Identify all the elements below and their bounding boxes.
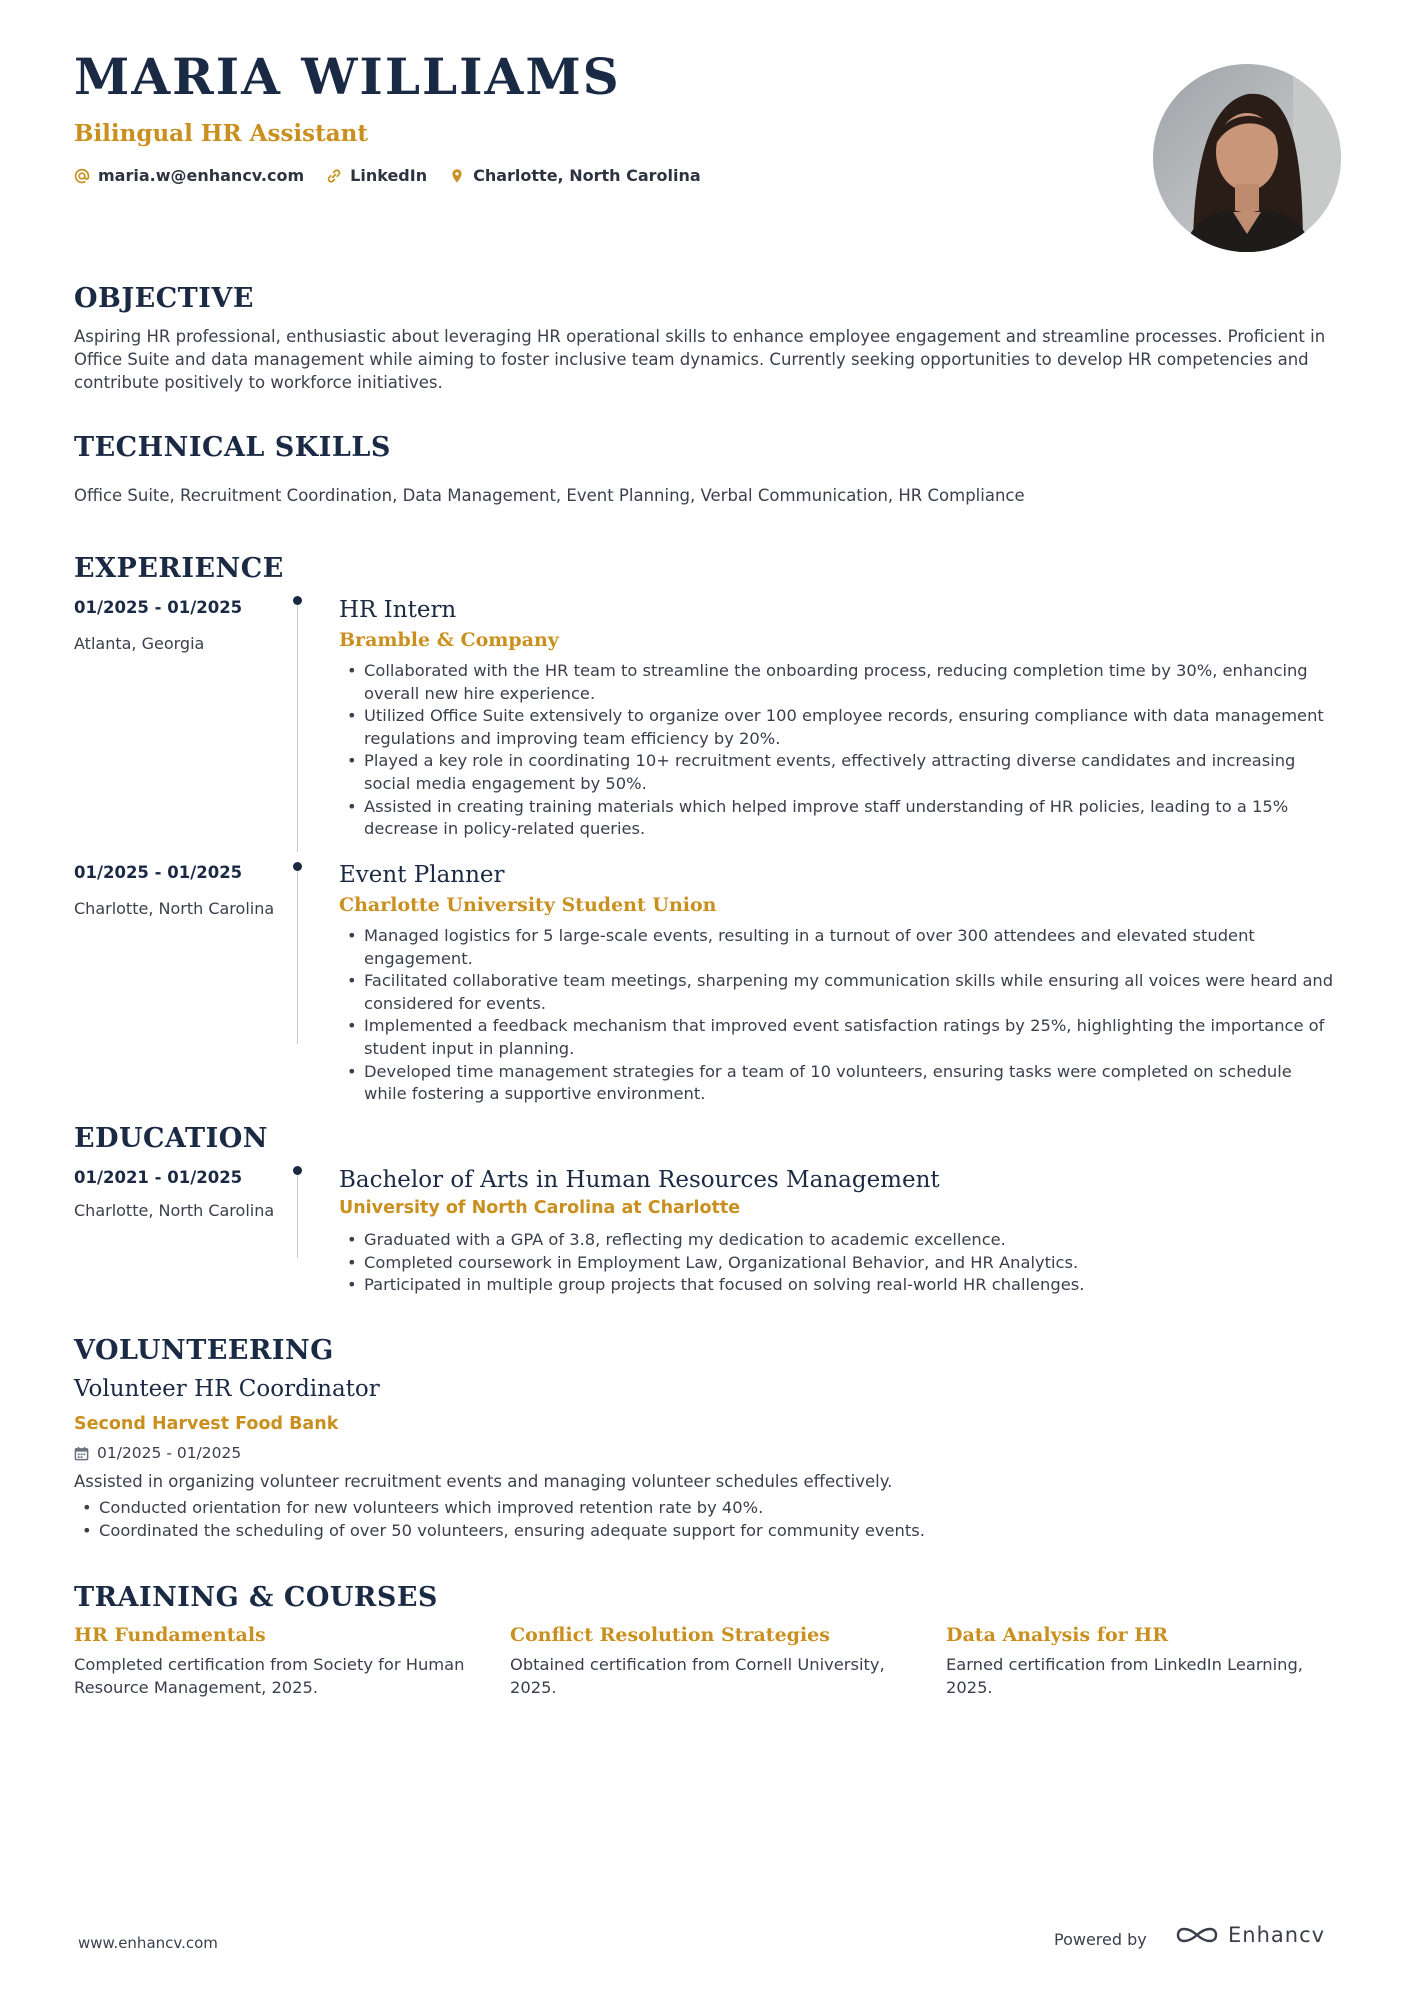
- training-heading: TRAINING & COURSES: [74, 1582, 438, 1613]
- skills-text: Office Suite, Recruitment Coordination, Data Management, Event Planning, Verbal Communication, HR Compliance: [74, 486, 1025, 505]
- list-item: • Coordinated the scheduling of over 50 volunteers, ensuring adequate support for community events.: [74, 1520, 1074, 1543]
- course-1: [74, 1624, 474, 1699]
- education-dates: 01/2021 - 01/2025: [74, 1168, 243, 1187]
- contact-linkedin[interactable]: [326, 166, 427, 185]
- location-pin-icon: [449, 168, 465, 184]
- course-1-title: HR Fundamentals: [74, 1624, 266, 1646]
- list-item: • Developed time management strategies for a team of 10 volunteers, ensuring tasks were completed on schedule while fostering a supportive environment.: [339, 1061, 1339, 1106]
- volunteering-description: Assisted in organizing volunteer recruitment events and managing volunteer schedules effectively.: [74, 1472, 893, 1491]
- course-2-title: Conflict Resolution Strategies: [510, 1624, 830, 1646]
- profile-photo: [1153, 64, 1341, 252]
- contact-email[interactable]: [74, 166, 304, 185]
- objective-heading: OBJECTIVE: [74, 283, 254, 314]
- footer-url[interactable]: www.enhancv.com: [78, 1934, 218, 1952]
- brand-name: Enhancv: [1228, 1923, 1326, 1947]
- experience-2-bullets: [339, 925, 1339, 1106]
- education-degree: Bachelor of Arts in Human Resources Management: [339, 1167, 940, 1193]
- list-item: • Collaborated with the HR team to streamline the onboarding process, reducing completion time by 30%, enhancing overall new hire experience.: [339, 660, 1339, 705]
- list-item: • Implemented a feedback mechanism that improved event satisfaction ratings by 25%, highlighting the importance of student input in planning.: [339, 1015, 1339, 1060]
- calendar-icon: [74, 1446, 89, 1461]
- contact-bar: [74, 166, 701, 185]
- contact-location-text: Charlotte, North Carolina: [473, 166, 701, 185]
- list-item: • Completed coursework in Employment Law, Organizational Behavior, and HR Analytics.: [339, 1252, 1339, 1275]
- experience-2-location: Charlotte, North Carolina: [74, 899, 275, 918]
- list-item: • Facilitated collaborative team meetings, sharpening my communication skills while ensuring all voices were heard and considered for events.: [339, 970, 1339, 1015]
- brand-logo[interactable]: [1174, 1923, 1325, 1947]
- list-item: • Graduated with a GPA of 3.8, reflecting my dedication to academic excellence.: [339, 1229, 1339, 1252]
- objective-text: Aspiring HR professional, enthusiastic about leveraging HR operational skills to enhance employee engagement and streamline processes. Proficient in Office Suite and data management while aiming to foster inclusive team dynamics. Currently seeking opportunities to develop HR competencies and contribute positively to workforce initiatives.: [74, 327, 1326, 392]
- course-3-title: Data Analysis for HR: [946, 1624, 1169, 1646]
- education-school: University of North Carolina at Charlotte: [339, 1198, 741, 1218]
- education-bullets: [339, 1229, 1339, 1297]
- course-2-desc: Obtained certification from Cornell University, 2025.: [510, 1655, 885, 1697]
- list-item: • Managed logistics for 5 large-scale events, resulting in a turnout of over 300 attendees and elevated student engagement.: [339, 925, 1339, 970]
- course-3: [946, 1624, 1346, 1699]
- experience-timeline-1: [297, 600, 298, 852]
- experience-1-role: HR Intern: [339, 597, 457, 623]
- course-3-desc: Earned certification from LinkedIn Learning, 2025.: [946, 1655, 1303, 1697]
- contact-location: [449, 166, 701, 185]
- volunteering-heading: VOLUNTEERING: [74, 1335, 334, 1366]
- candidate-role: Bilingual HR Assistant: [74, 120, 368, 147]
- volunteering-bullets: [74, 1497, 1074, 1542]
- experience-1-org: Bramble & Company: [339, 629, 559, 651]
- education-location: Charlotte, North Carolina: [74, 1201, 275, 1220]
- experience-2-role: Event Planner: [339, 862, 505, 888]
- powered-by-label: Powered by: [1054, 1930, 1147, 1949]
- volunteering-org: Second Harvest Food Bank: [74, 1414, 339, 1434]
- list-item: • Conducted orientation for new volunteers which improved retention rate by 40%.: [74, 1497, 1074, 1520]
- infinity-logo-icon: [1174, 1923, 1220, 1947]
- education-timeline: [297, 1170, 298, 1258]
- volunteering-dates: 01/2025 - 01/2025: [97, 1444, 242, 1462]
- contact-linkedin-text: LinkedIn: [350, 166, 428, 185]
- experience-1-bullets: [339, 660, 1339, 841]
- volunteering-role: Volunteer HR Coordinator: [74, 1376, 380, 1402]
- education-heading: EDUCATION: [74, 1123, 268, 1154]
- volunteering-date-row: [74, 1444, 241, 1462]
- contact-email-text: maria.w@enhancv.com: [98, 166, 305, 185]
- timeline-dot: [293, 1166, 302, 1175]
- experience-1-location: Atlanta, Georgia: [74, 634, 205, 653]
- timeline-dot: [293, 596, 302, 605]
- skills-heading: TECHNICAL SKILLS: [74, 432, 391, 463]
- candidate-name: MARIA WILLIAMS: [74, 47, 621, 106]
- experience-timeline-2: [297, 866, 298, 1044]
- course-1-desc: Completed certification from Society for Human Resource Management, 2025.: [74, 1655, 465, 1697]
- at-icon: [74, 168, 90, 184]
- experience-1-dates: 01/2025 - 01/2025: [74, 598, 243, 617]
- experience-heading: EXPERIENCE: [74, 553, 284, 584]
- course-2: [510, 1624, 910, 1699]
- experience-2-dates: 01/2025 - 01/2025: [74, 863, 243, 882]
- list-item: • Played a key role in coordinating 10+ recruitment events, effectively attracting diverse candidates and increasing social media engagement by 50%.: [339, 750, 1339, 795]
- list-item: • Participated in multiple group projects that focused on solving real-world HR challenges.: [339, 1274, 1339, 1297]
- list-item: • Utilized Office Suite extensively to organize over 100 employee records, ensuring compliance with data management regulations and improving team efficiency by 20%.: [339, 705, 1339, 750]
- link-icon: [326, 168, 342, 184]
- experience-2-org: Charlotte University Student Union: [339, 894, 717, 916]
- list-item: • Assisted in creating training materials which helped improve staff understanding of HR policies, leading to a 15% decrease in policy-related queries.: [339, 796, 1339, 841]
- timeline-dot: [293, 862, 302, 871]
